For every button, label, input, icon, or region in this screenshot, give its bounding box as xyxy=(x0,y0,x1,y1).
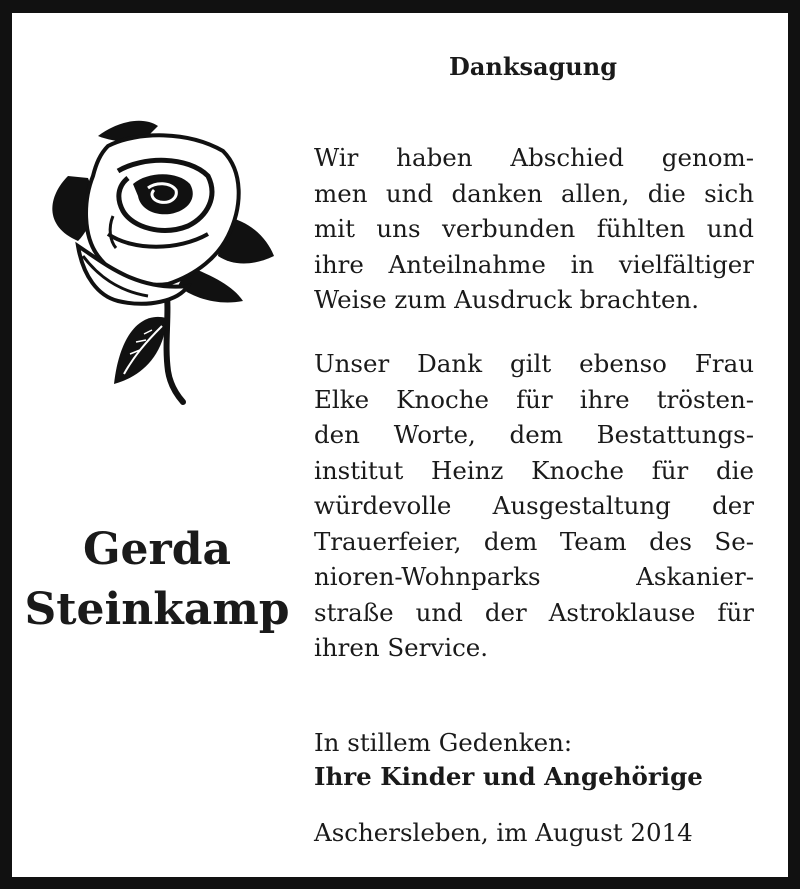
paragraph-line: Wir haben Abschied genom- xyxy=(314,143,754,172)
signature: Ihre Kinder und Angehörige xyxy=(314,762,703,791)
place-date: Aschersleben, im August 2014 xyxy=(314,818,693,847)
paragraph-line: würdevolle Ausgestaltung der xyxy=(314,491,754,520)
acknowledgement-paragraph xyxy=(314,346,754,666)
paragraph-line: ihre Anteilnahme in vielfältiger xyxy=(314,249,754,279)
deceased-last-name: Steinkamp xyxy=(24,584,290,635)
paragraph-line: institut Heinz Knoche für die xyxy=(314,455,754,485)
paragraph-line: Elke Knoche für ihre trösten- xyxy=(314,384,754,414)
paragraph-line: ihren Service. xyxy=(314,633,489,662)
paragraph-line: men und danken allen, die sich xyxy=(314,178,754,208)
paragraph-line: Weise zum Ausdruck brachten. xyxy=(314,285,700,314)
rose-icon xyxy=(38,116,278,406)
paragraph-line: den Worte, dem Bestattungs- xyxy=(314,420,754,449)
paragraph-line: mit uns verbunden fühlten und xyxy=(314,214,754,243)
paragraph-line: straße und der Astroklause für xyxy=(314,597,754,627)
paragraph-line: nioren-Wohnparks Askanier- xyxy=(314,562,754,591)
paragraph-line: Trauerfeier, dem Team des Se- xyxy=(314,526,754,556)
paragraph-line: Unser Dank gilt ebenso Frau xyxy=(314,349,754,378)
thanks-paragraph xyxy=(314,140,754,318)
notice-heading: Danksagung xyxy=(449,52,617,81)
memorial-line: In stillem Gedenken: xyxy=(314,728,573,757)
deceased-first-name: Gerda xyxy=(82,524,232,575)
